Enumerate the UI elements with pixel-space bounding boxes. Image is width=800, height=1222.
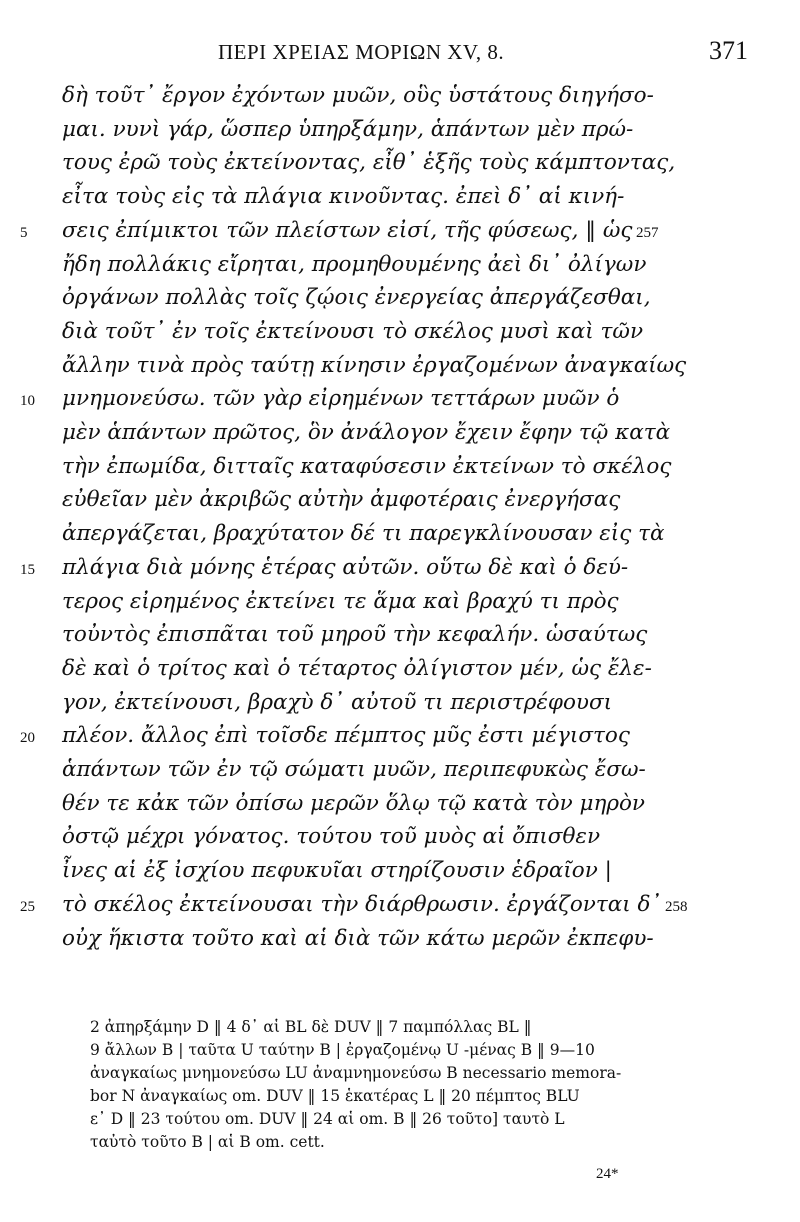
text-line [0,690,800,724]
line-text: τερος εἰρημένος ἐκτείνει τε ἅμα καὶ βραχύ τι πρὸς [62,588,619,614]
apparatus-text: 2 ἀπηρξάμην D ‖ 4 δ᾽ αἱ BL δὲ DUV ‖ 7 παμπόλλας BL ‖ [90,1018,532,1036]
text-line [0,858,800,892]
text-line [0,150,800,184]
page-number: 371 [709,36,748,65]
text-line [0,791,800,825]
line-text: ἤδη πολλάκις εἴρηται, προμηθουμένης ἀεὶ δι᾽ ὀλίγων [62,251,647,277]
apparatus-text: ἀναγκαίως μνημονεύσω LU ἀναμνημονεύσω B necessario memora- [90,1064,622,1082]
text-line [0,218,800,252]
line-text: διὰ τοῦτ᾽ ἐν τοῖς ἐκτείνουσι τὸ σκέλος μυσὶ καὶ τῶν [62,318,644,344]
page-header [0,36,800,76]
apparatus-text: ταὐτὸ τοῦτο B | αἱ B om. cett. [90,1133,325,1151]
line-number: 25 [20,898,35,915]
margin-reference: 257 [636,224,659,241]
text-line [0,420,800,454]
text-line [0,454,800,488]
text-line [0,656,800,690]
text-line [0,487,800,521]
text-line [0,252,800,286]
apparatus-line [0,1018,800,1040]
line-number: 20 [20,730,35,747]
text-line [0,589,800,623]
running-title: ΠΕΡΙ ΧΡΕΙΑΣ ΜΟΡΙΩΝ XV, 8. [218,40,505,64]
line-text: τὸ σκέλος ἐκτείνουσαι τὴν διάρθρωσιν. ἐργάζονται δ᾽ [62,891,662,917]
line-text: εἶτα τοὺς εἰς τὰ πλάγια κινοῦντας. ἐπεὶ δ᾽ αἱ κινή- [62,184,625,210]
apparatus-line [0,1110,800,1132]
line-number: 15 [20,561,35,578]
line-text: θέν τε κἀκ τῶν ὀπίσω μερῶν ὅλῳ τῷ κατὰ τὸν μηρὸν [62,790,645,816]
text-line [0,319,800,353]
line-text: μαι. νυνὶ γάρ, ὥσπερ ὑπηρξάμην, ἁπάντων μὲν πρώ- [62,116,634,142]
apparatus-line [0,1041,800,1063]
line-text: γον, ἐκτείνουσι, βραχὺ δ᾽ αὐτοῦ τι περιστρέφουσι [62,689,613,715]
line-text: μνημονεύσω. τῶν γὰρ εἰρημένων τεττάρων μυῶν ὁ [62,386,620,412]
text-line [0,353,800,387]
text-line [0,285,800,319]
line-text: δὴ τοῦτ᾽ ἔργον ἐχόντων μυῶν, οὓς ὑστάτους διηγήσο- [62,83,654,108]
line-text: οὐχ ἥκιστα τοῦτο καὶ αἱ διὰ τῶν κάτω μερῶν ἐκπεφυ- [62,925,654,951]
line-text: εὐθεῖαν μὲν ἀκριβῶς αὐτὴν ἀμφοτέραις ἐνεργήσας [62,487,621,513]
line-text: ἄλλην τινὰ πρὸς ταύτῃ κίνησιν ἐργαζομένων ἀναγκαίως [62,352,687,378]
line-text: ὀργάνων πολλὰς τοῖς ζῴοις ἐνεργείας ἀπεργάζεσθαι, [62,285,651,311]
line-text: μὲν ἁπάντων πρῶτος, ὃν ἀνάλογον ἔχειν ἔφην τῷ κατὰ [62,420,671,445]
line-text: ὀστῷ μέχρι γόνατος. τούτου τοῦ μυὸς αἱ ὄπισθεν [62,824,601,850]
text-line [0,184,800,218]
text-line [0,926,800,960]
apparatus-text: 9 ἄλλων B | ταῦτα U ταύτην B | ἐργαζομένῳ U -μένας B ‖ 9—10 [90,1041,595,1059]
line-text: ἶνες αἱ ἐξ ἰσχίου πεφυκυῖαι στηρίζουσιν ἑδραῖον | [62,858,612,884]
text-line [0,723,800,757]
text-line [0,555,800,589]
apparatus-text: bor N ἀναγκαίως om. DUV ‖ 15 ἑκατέρας L ‖ 20 πέμπτος BLU [90,1087,580,1105]
line-text: δὲ καὶ ὁ τρίτος καὶ ὁ τέταρτος ὀλίγιστον μέν, ὡς ἔλε- [62,655,652,681]
apparatus-text: ε᾽ D ‖ 23 τούτου om. DUV ‖ 24 αἱ om. B ‖ 26 τοῦτο] ταυτὸ L [90,1110,565,1128]
line-text: τους ἐρῶ τοὺς ἐκτείνοντας, εἶθ᾽ ἑξῆς τοὺς κάμπτοντας, [62,150,676,176]
text-line [0,892,800,926]
text-line [0,521,800,555]
text-line [0,117,800,151]
line-text: σεις ἐπίμικτοι τῶν πλείστων εἰσί, τῆς φύσεως, ‖ ὡς [62,217,633,243]
line-text: τὴν ἐπωμίδα, διτταῖς καταφύσεσιν ἐκτείνων τὸ σκέλος [62,453,672,479]
text-line [0,824,800,858]
line-text: πλέον. ἄλλος ἐπὶ τοῖσδε πέμπτος μῦς ἐστι μέγιστος [62,723,630,749]
line-text: τοὐντὸς ἐπισπᾶται τοῦ μηροῦ τὴν κεφαλήν. ὡσαύτως [62,622,648,648]
line-number: 10 [20,393,35,410]
text-line [0,83,800,117]
line-text: ἁπάντων τῶν ἐν τῷ σώματι μυῶν, περιπεφυκὼς ἔσω- [62,757,646,782]
line-number: 5 [20,224,28,241]
apparatus-line [0,1064,800,1086]
signature-mark: 24* [596,1166,619,1182]
apparatus-line [0,1133,800,1155]
line-text: πλάγια διὰ μόνης ἑτέρας αὐτῶν. οὕτω δὲ καὶ ὁ δεύ- [62,554,629,580]
text-line [0,757,800,791]
apparatus-line [0,1087,800,1109]
text-line [0,386,800,420]
margin-reference: 258 [665,898,688,915]
text-line [0,622,800,656]
line-text: ἀπεργάζεται, βραχύτατον δέ τι παρεγκλίνουσαν εἰς τὰ [62,521,665,547]
